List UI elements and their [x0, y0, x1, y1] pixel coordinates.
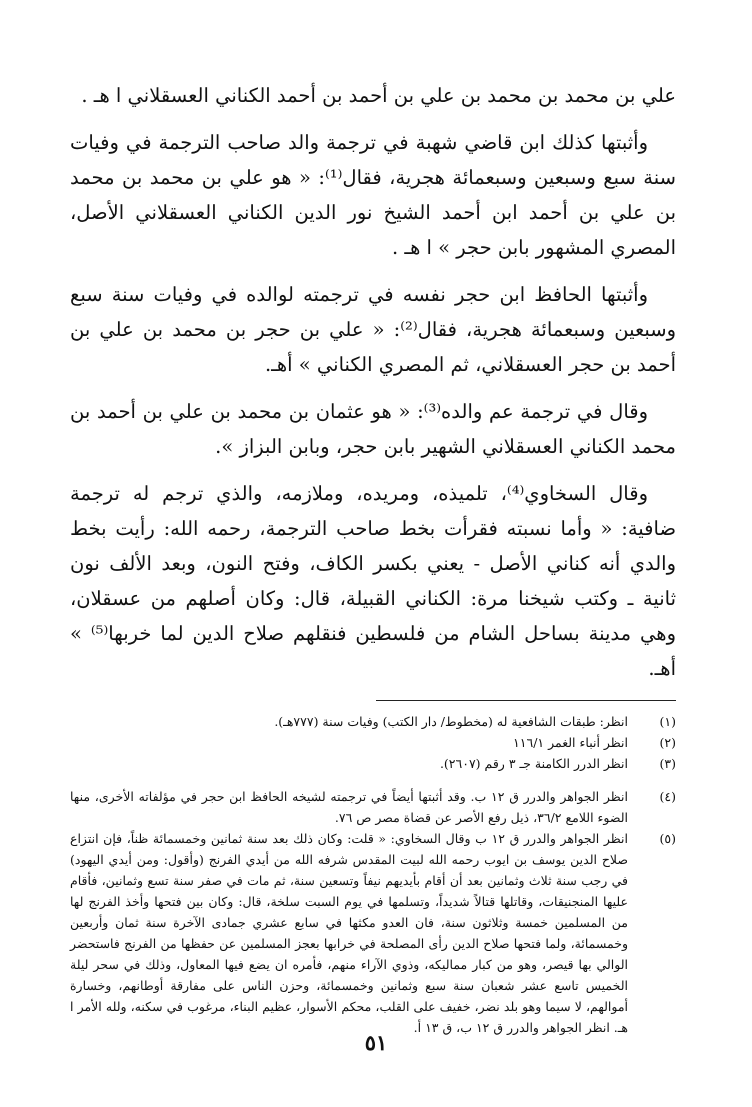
- footnote-text: انظر أنباء الغمر ١١٦/١: [513, 735, 628, 750]
- footnote: [70, 828, 676, 1038]
- main-text: [70, 78, 676, 686]
- paragraph-5: وقال السخاوي⁽⁴⁾، تلميذه، ومريده، وملازمه، والذي ترجم له ترجمة ضافية: « وأما نسبته فقرأت بخط صاحب الترجمة، رحمه الله: رأيت بخط والدي أنه كناني الأصل - يعني بكسر الكاف، وفتح النون، وبعد الألف نون ثانية ـ وكتب شيخنا مرة: الكناني القبيلة، قال: وكان أصلهم من عسقلان، وهي مدينة بساحل الشام من فلسطين فنقلهم صلاح الدين لما خربها⁽⁵⁾ » أهـ.: [70, 482, 676, 680]
- footnote-text: انظر الدرر الكامنة جـ ٣ رقم (٢٦٠٧).: [439, 756, 628, 771]
- footnotes-group-a: [70, 711, 676, 774]
- footnote: [70, 753, 676, 774]
- footnote-divider: [376, 700, 676, 701]
- footnote: [70, 711, 676, 732]
- footnotes-group-b: [70, 786, 676, 1038]
- footnote-number: (٢): [659, 735, 676, 750]
- footnote-number: (٥): [659, 831, 676, 846]
- footnote-text: انظر الجواهر والدرر ق ١٢ ب وقال السخاوي: « قلت: وكان ذلك بعد سنة ثمانين وخمسمائة ظناً، فإن انتزاع صلاح الدين يوسف بن ايوب رحمه الله لبيت المقدس شرفه الله من أيدي الفرنج (وأقول: ومن أيدي اليهود) في رجب سنة ثلاث وثمانين بعد أن أقام بأيديهم نيفاً وتسعين سنة، ثم مات في صفر سنة تسع وثمانين، فأقام عليها المنجنيقات، وقاتلها قتالاً شديداً، وتسلمها في يوم السبت سلخة، قال: وكان بين فتحها وأخذ الفرنج لها من المسلمين خمسة وثلاثون سنة، فان العدو مكثها في سابع عشري جمادى الآخرة سنة ثمان وأربعين وخمسمائة، ولما فتحها صلاح الدين رأى المصلحة في خرابها بعجز المسلمين عن حفظها من الفرنج فاستحضر الوالي بها قيصر، وهو من كبار مماليكه، وذوي الآراء منهم، فأمره ان يضع فيها المعاول، وذلك في سحر ليلة الخميس تاسع عشر شعبان سنة سبع وثمانين وخمسمائة، وحزن الناس على مفارقة أوطانهم، وخسارة أموالهم، لا سيما وهو بلد نضر، خفيف على القلب، محكم الأسوار، عظيم البناء، مرغوب في سكنه، ولله الأمر ا هـ. انظر الجواهر والدرر ق ١٢ ب، ق ١٣ أ.: [70, 831, 628, 1035]
- page-number: ٥١: [364, 1030, 388, 1055]
- footnote-number: (٤): [659, 789, 676, 804]
- footnote-number: (١): [659, 714, 676, 729]
- footnote: [70, 732, 676, 753]
- footnote-number: (٣): [659, 756, 676, 771]
- paragraph-4: وقال في ترجمة عم والده⁽³⁾: « هو عثمان بن محمد بن علي بن أحمد بن محمد الكناني العسقلاني الشهير بابن حجر، وبابن البزاز ».: [70, 400, 676, 458]
- footnote: [70, 786, 676, 828]
- footnote-text: انظر الجواهر والدرر ق ١٢ ب. وقد أثبتها أيضاً في ترجمته لشيخه الحافظ ابن حجر في مؤلفاته الأخرى، منها الضوء اللامع ٣٦/٢، ذيل رفع الأصر عن قضاة مصر ص ٧٦.: [70, 789, 628, 825]
- paragraph-3: وأثبتها الحافظ ابن حجر نفسه في ترجمته لوالده في وفيات سنة سبع وسبعين وسبعمائة هجرية، فقال⁽²⁾: « علي بن حجر بن محمد بن علي بن أحمد بن حجر العسقلاني، ثم المصري الكناني » أهـ.: [70, 283, 677, 376]
- paragraph-1: علي بن محمد بن محمد بن علي بن أحمد بن أحمد الكناني العسقلاني ا هـ .: [81, 84, 676, 107]
- paragraph-2: وأثبتها كذلك ابن قاضي شهبة في ترجمة والد صاحب الترجمة في وفيات سنة سبع وسبعين وسبعمائة هجرية، فقال⁽¹⁾: « هو علي بن محمد بن محمد بن علي بن أحمد ابن أحمد الشيخ نور الدين الكناني العسقلاني الأصل، المصري المشهور بابن حجر » ا هـ .: [70, 131, 676, 259]
- footnote-text: انظر: طبقات الشافعية له (مخطوط/ دار الكتب) وفيات سنة (٧٧٧هـ).: [274, 714, 628, 729]
